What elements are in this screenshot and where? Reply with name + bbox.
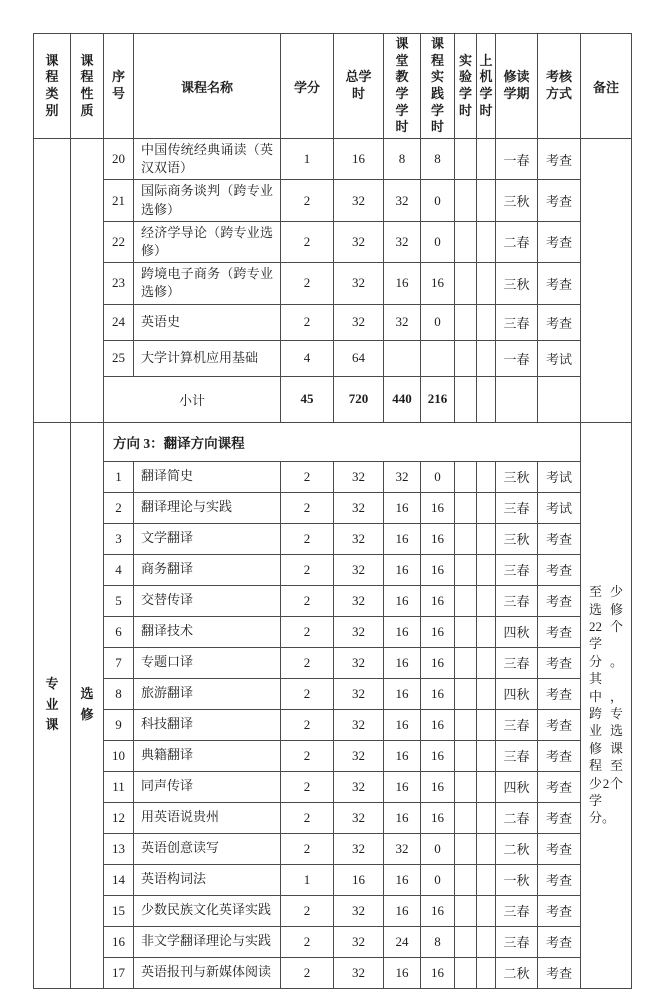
cell-course-name: 交替传译 xyxy=(134,585,281,616)
cell-computer-hours xyxy=(477,304,496,340)
cell-nature: 选修 xyxy=(71,422,104,988)
cell-semester: 三春 xyxy=(496,304,538,340)
cell-semester: 三秋 xyxy=(496,180,538,221)
cell-assessment: 考查 xyxy=(538,554,581,585)
cell-assessment: 考查 xyxy=(538,263,581,304)
cell-category xyxy=(34,139,71,423)
cell-total-hours: 32 xyxy=(334,647,384,678)
cell-course-name: 少数民族文化英译实践 xyxy=(134,895,281,926)
cell-credits: 2 xyxy=(281,263,334,304)
cell-computer-hours xyxy=(477,740,496,771)
cell-credits: 2 xyxy=(281,523,334,554)
course-row xyxy=(34,554,632,585)
cell-credits: 2 xyxy=(281,585,334,616)
cell-practice-hours: 16 xyxy=(421,616,455,647)
cell-semester: 三春 xyxy=(496,585,538,616)
cell-credits: 2 xyxy=(281,678,334,709)
cell-total-hours: 16 xyxy=(334,139,384,180)
cell-assessment: 考查 xyxy=(538,709,581,740)
cell-computer-hours xyxy=(477,263,496,304)
cell-total-hours: 32 xyxy=(334,492,384,523)
cell-lab-hours xyxy=(455,957,477,988)
subtotal-row xyxy=(34,376,632,422)
cell-total-hours: 32 xyxy=(334,304,384,340)
cell-course-name: 典籍翻译 xyxy=(134,740,281,771)
header-seq-no: 序号 xyxy=(104,34,134,139)
cell-total-hours: 32 xyxy=(334,221,384,262)
cell-classroom-hours: 32 xyxy=(384,304,421,340)
cell-lab-hours xyxy=(455,833,477,864)
header-course-name: 课程名称 xyxy=(134,34,281,139)
cell-group-title: 方向 3：翻译方向课程 xyxy=(104,422,581,461)
cell-classroom-hours: 24 xyxy=(384,926,421,957)
cell-credits: 2 xyxy=(281,895,334,926)
cell-subtotal-assessment xyxy=(538,376,581,422)
cell-semester: 二春 xyxy=(496,802,538,833)
group-title-row xyxy=(34,422,632,461)
cell-lab-hours xyxy=(455,221,477,262)
cell-semester: 三春 xyxy=(496,895,538,926)
cell-credits: 2 xyxy=(281,740,334,771)
cell-course-name: 翻译简史 xyxy=(134,461,281,492)
cell-lab-hours xyxy=(455,647,477,678)
course-row xyxy=(34,864,632,895)
cell-semester: 四秋 xyxy=(496,616,538,647)
cell-credits: 2 xyxy=(281,461,334,492)
cell-credits: 2 xyxy=(281,180,334,221)
course-row xyxy=(34,926,632,957)
cell-classroom-hours: 16 xyxy=(384,709,421,740)
cell-semester: 三春 xyxy=(496,709,538,740)
cell-subtotal-computer xyxy=(477,376,496,422)
cell-credits: 2 xyxy=(281,647,334,678)
cell-practice-hours: 16 xyxy=(421,523,455,554)
cell-semester: 一秋 xyxy=(496,864,538,895)
cell-course-name: 大学计算机应用基础 xyxy=(134,340,281,376)
cell-seq-no: 11 xyxy=(104,771,134,802)
cell-lab-hours xyxy=(455,709,477,740)
cell-total-hours: 32 xyxy=(334,585,384,616)
cell-lab-hours xyxy=(455,554,477,585)
cell-assessment: 考查 xyxy=(538,678,581,709)
cell-semester: 三秋 xyxy=(496,263,538,304)
cell-assessment: 考试 xyxy=(538,340,581,376)
cell-credits: 4 xyxy=(281,340,334,376)
cell-practice-hours: 0 xyxy=(421,304,455,340)
cell-subtotal-label: 小计 xyxy=(104,376,281,422)
cell-practice-hours: 0 xyxy=(421,461,455,492)
course-row xyxy=(34,678,632,709)
cell-classroom-hours: 16 xyxy=(384,554,421,585)
cell-lab-hours xyxy=(455,864,477,895)
cell-computer-hours xyxy=(477,180,496,221)
cell-computer-hours xyxy=(477,864,496,895)
cell-course-name: 经济学导论（跨专业选修） xyxy=(134,221,281,262)
cell-practice-hours: 16 xyxy=(421,802,455,833)
cell-semester: 二秋 xyxy=(496,833,538,864)
cell-course-name: 翻译理论与实践 xyxy=(134,492,281,523)
cell-lab-hours xyxy=(455,678,477,709)
cell-computer-hours xyxy=(477,340,496,376)
course-row xyxy=(34,304,632,340)
course-row xyxy=(34,139,632,180)
cell-course-name: 科技翻译 xyxy=(134,709,281,740)
cell-nature xyxy=(71,139,104,423)
cell-credits: 2 xyxy=(281,833,334,864)
cell-assessment: 考查 xyxy=(538,616,581,647)
cell-total-hours: 32 xyxy=(334,461,384,492)
cell-practice-hours: 16 xyxy=(421,957,455,988)
course-row xyxy=(34,895,632,926)
cell-total-hours: 32 xyxy=(334,678,384,709)
cell-total-hours: 32 xyxy=(334,616,384,647)
cell-course-name: 英语报刊与新媒体阅读 xyxy=(134,957,281,988)
cell-assessment: 考查 xyxy=(538,740,581,771)
cell-total-hours: 64 xyxy=(334,340,384,376)
cell-credits: 2 xyxy=(281,221,334,262)
cell-computer-hours xyxy=(477,833,496,864)
cell-total-hours: 32 xyxy=(334,263,384,304)
cell-computer-hours xyxy=(477,461,496,492)
cell-classroom-hours: 32 xyxy=(384,461,421,492)
cell-computer-hours xyxy=(477,139,496,180)
cell-computer-hours xyxy=(477,616,496,647)
cell-semester: 三春 xyxy=(496,492,538,523)
cell-credits: 1 xyxy=(281,139,334,180)
cell-computer-hours xyxy=(477,523,496,554)
section-direction-3 xyxy=(34,422,632,988)
header-course-category: 课程类别 xyxy=(34,34,71,139)
cell-lab-hours xyxy=(455,180,477,221)
cell-credits: 2 xyxy=(281,957,334,988)
cell-computer-hours xyxy=(477,802,496,833)
cell-total-hours: 32 xyxy=(334,957,384,988)
cell-subtotal-practice: 216 xyxy=(421,376,455,422)
cell-classroom-hours: 16 xyxy=(384,895,421,926)
cell-lab-hours xyxy=(455,802,477,833)
header-lab-hours: 实验学时 xyxy=(455,34,477,139)
cell-remarks: 至少选修22个学分。其中，跨专业选修课程至少2个学分。 xyxy=(581,422,632,988)
cell-total-hours: 32 xyxy=(334,180,384,221)
cell-seq-no: 23 xyxy=(104,263,134,304)
cell-credits: 1 xyxy=(281,864,334,895)
course-row xyxy=(34,957,632,988)
cell-practice-hours: 0 xyxy=(421,864,455,895)
header-classroom-hours: 课堂教学学时 xyxy=(384,34,421,139)
course-row xyxy=(34,802,632,833)
cell-seq-no: 10 xyxy=(104,740,134,771)
course-row xyxy=(34,616,632,647)
cell-classroom-hours: 32 xyxy=(384,833,421,864)
cell-course-name: 同声传译 xyxy=(134,771,281,802)
cell-subtotal-semester xyxy=(496,376,538,422)
header-assessment: 考核方式 xyxy=(538,34,581,139)
cell-credits: 2 xyxy=(281,926,334,957)
cell-classroom-hours: 16 xyxy=(384,263,421,304)
cell-semester: 三春 xyxy=(496,554,538,585)
cell-seq-no: 12 xyxy=(104,802,134,833)
cell-practice-hours: 0 xyxy=(421,180,455,221)
cell-remarks xyxy=(581,139,632,423)
cell-credits: 2 xyxy=(281,771,334,802)
cell-seq-no: 16 xyxy=(104,926,134,957)
cell-subtotal-lab xyxy=(455,376,477,422)
cell-lab-hours xyxy=(455,139,477,180)
cell-classroom-hours: 32 xyxy=(384,221,421,262)
cell-practice-hours: 16 xyxy=(421,263,455,304)
cell-lab-hours xyxy=(455,926,477,957)
cell-practice-hours: 16 xyxy=(421,647,455,678)
cell-computer-hours xyxy=(477,554,496,585)
cell-practice-hours: 16 xyxy=(421,492,455,523)
cell-semester: 二秋 xyxy=(496,957,538,988)
cell-seq-no: 7 xyxy=(104,647,134,678)
cell-lab-hours xyxy=(455,895,477,926)
cell-semester: 四秋 xyxy=(496,771,538,802)
cell-classroom-hours: 16 xyxy=(384,678,421,709)
curriculum-table xyxy=(33,33,632,989)
cell-classroom-hours: 16 xyxy=(384,585,421,616)
cell-seq-no: 13 xyxy=(104,833,134,864)
cell-course-name: 中国传统经典诵读（英汉双语） xyxy=(134,139,281,180)
cell-subtotal-credits: 45 xyxy=(281,376,334,422)
course-row xyxy=(34,340,632,376)
course-row xyxy=(34,221,632,262)
cell-computer-hours xyxy=(477,771,496,802)
course-row xyxy=(34,523,632,554)
cell-subtotal-classroom: 440 xyxy=(384,376,421,422)
cell-course-name: 英语创意读写 xyxy=(134,833,281,864)
cell-assessment: 考查 xyxy=(538,304,581,340)
course-row xyxy=(34,585,632,616)
cell-semester: 三秋 xyxy=(496,523,538,554)
cell-seq-no: 1 xyxy=(104,461,134,492)
course-row xyxy=(34,461,632,492)
cell-computer-hours xyxy=(477,647,496,678)
header-total-hours: 总学时 xyxy=(334,34,384,139)
table-header xyxy=(34,34,632,139)
cell-course-name: 旅游翻译 xyxy=(134,678,281,709)
cell-seq-no: 21 xyxy=(104,180,134,221)
cell-assessment: 考查 xyxy=(538,957,581,988)
cell-assessment: 考查 xyxy=(538,585,581,616)
cell-credits: 2 xyxy=(281,492,334,523)
cell-credits: 2 xyxy=(281,304,334,340)
cell-total-hours: 32 xyxy=(334,926,384,957)
cell-seq-no: 6 xyxy=(104,616,134,647)
cell-seq-no: 3 xyxy=(104,523,134,554)
cell-assessment: 考查 xyxy=(538,139,581,180)
course-row xyxy=(34,833,632,864)
course-row xyxy=(34,740,632,771)
cell-seq-no: 15 xyxy=(104,895,134,926)
cell-seq-no: 17 xyxy=(104,957,134,988)
cell-computer-hours xyxy=(477,709,496,740)
cell-course-name: 专题口译 xyxy=(134,647,281,678)
cell-practice-hours: 16 xyxy=(421,585,455,616)
cell-semester: 一春 xyxy=(496,139,538,180)
cell-classroom-hours: 16 xyxy=(384,647,421,678)
cell-course-name: 英语史 xyxy=(134,304,281,340)
cell-total-hours: 32 xyxy=(334,833,384,864)
header-semester: 修读学期 xyxy=(496,34,538,139)
cell-classroom-hours: 32 xyxy=(384,180,421,221)
cell-course-name: 翻译技术 xyxy=(134,616,281,647)
cell-course-name: 非文学翻译理论与实践 xyxy=(134,926,281,957)
cell-classroom-hours: 16 xyxy=(384,616,421,647)
cell-seq-no: 25 xyxy=(104,340,134,376)
cell-total-hours: 32 xyxy=(334,554,384,585)
cell-semester: 三春 xyxy=(496,926,538,957)
cell-course-name: 国际商务谈判（跨专业选修） xyxy=(134,180,281,221)
cell-practice-hours: 0 xyxy=(421,833,455,864)
cell-computer-hours xyxy=(477,895,496,926)
course-row xyxy=(34,647,632,678)
cell-total-hours: 32 xyxy=(334,740,384,771)
cell-classroom-hours: 16 xyxy=(384,802,421,833)
cell-course-name: 英语构词法 xyxy=(134,864,281,895)
cell-semester: 三春 xyxy=(496,740,538,771)
cell-total-hours: 32 xyxy=(334,709,384,740)
cell-total-hours: 32 xyxy=(334,895,384,926)
cell-course-name: 跨境电子商务（跨专业选修） xyxy=(134,263,281,304)
cell-assessment: 考查 xyxy=(538,864,581,895)
cell-classroom-hours: 16 xyxy=(384,740,421,771)
header-credits: 学分 xyxy=(281,34,334,139)
cell-practice-hours: 16 xyxy=(421,740,455,771)
cell-computer-hours xyxy=(477,585,496,616)
cell-classroom-hours: 16 xyxy=(384,771,421,802)
course-row xyxy=(34,709,632,740)
cell-semester: 三秋 xyxy=(496,461,538,492)
cell-category: 专业课 xyxy=(34,422,71,988)
header-computer-hours: 上机学时 xyxy=(477,34,496,139)
cell-practice-hours: 8 xyxy=(421,926,455,957)
cell-semester: 三春 xyxy=(496,647,538,678)
cell-semester: 四秋 xyxy=(496,678,538,709)
cell-assessment: 考试 xyxy=(538,492,581,523)
cell-credits: 2 xyxy=(281,802,334,833)
cell-credits: 2 xyxy=(281,554,334,585)
cell-seq-no: 22 xyxy=(104,221,134,262)
course-row xyxy=(34,771,632,802)
course-row xyxy=(34,263,632,304)
cell-seq-no: 14 xyxy=(104,864,134,895)
cell-practice-hours: 16 xyxy=(421,554,455,585)
cell-classroom-hours: 8 xyxy=(384,139,421,180)
header-remarks: 备注 xyxy=(581,34,632,139)
cell-lab-hours xyxy=(455,523,477,554)
cell-computer-hours xyxy=(477,221,496,262)
section-elective-list-1 xyxy=(34,139,632,423)
cell-classroom-hours xyxy=(384,340,421,376)
cell-seq-no: 4 xyxy=(104,554,134,585)
cell-practice-hours: 0 xyxy=(421,221,455,262)
cell-semester: 二春 xyxy=(496,221,538,262)
cell-assessment: 考查 xyxy=(538,771,581,802)
cell-assessment: 考试 xyxy=(538,461,581,492)
header-course-nature: 课程性质 xyxy=(71,34,104,139)
cell-seq-no: 20 xyxy=(104,139,134,180)
cell-practice-hours xyxy=(421,340,455,376)
cell-subtotal-total: 720 xyxy=(334,376,384,422)
cell-assessment: 考查 xyxy=(538,895,581,926)
cell-seq-no: 8 xyxy=(104,678,134,709)
course-row xyxy=(34,180,632,221)
cell-seq-no: 2 xyxy=(104,492,134,523)
cell-total-hours: 32 xyxy=(334,771,384,802)
cell-seq-no: 5 xyxy=(104,585,134,616)
cell-course-name: 文学翻译 xyxy=(134,523,281,554)
cell-assessment: 考查 xyxy=(538,221,581,262)
cell-credits: 2 xyxy=(281,616,334,647)
cell-practice-hours: 8 xyxy=(421,139,455,180)
cell-assessment: 考查 xyxy=(538,180,581,221)
cell-practice-hours: 16 xyxy=(421,771,455,802)
cell-total-hours: 32 xyxy=(334,802,384,833)
cell-lab-hours xyxy=(455,263,477,304)
cell-lab-hours xyxy=(455,304,477,340)
cell-practice-hours: 16 xyxy=(421,895,455,926)
cell-lab-hours xyxy=(455,616,477,647)
cell-assessment: 考查 xyxy=(538,802,581,833)
cell-classroom-hours: 16 xyxy=(384,864,421,895)
cell-lab-hours xyxy=(455,492,477,523)
course-row xyxy=(34,492,632,523)
cell-lab-hours xyxy=(455,461,477,492)
header-practice-hours: 课程实践学时 xyxy=(421,34,455,139)
cell-total-hours: 32 xyxy=(334,523,384,554)
cell-classroom-hours: 16 xyxy=(384,957,421,988)
cell-course-name: 商务翻译 xyxy=(134,554,281,585)
cell-lab-hours xyxy=(455,585,477,616)
cell-lab-hours xyxy=(455,340,477,376)
cell-computer-hours xyxy=(477,957,496,988)
cell-assessment: 考查 xyxy=(538,833,581,864)
cell-total-hours: 16 xyxy=(334,864,384,895)
cell-course-name: 用英语说贵州 xyxy=(134,802,281,833)
curriculum-page xyxy=(33,33,632,989)
cell-seq-no: 24 xyxy=(104,304,134,340)
cell-credits: 2 xyxy=(281,709,334,740)
cell-computer-hours xyxy=(477,492,496,523)
cell-lab-hours xyxy=(455,771,477,802)
cell-seq-no: 9 xyxy=(104,709,134,740)
cell-classroom-hours: 16 xyxy=(384,492,421,523)
cell-practice-hours: 16 xyxy=(421,709,455,740)
cell-semester: 一春 xyxy=(496,340,538,376)
cell-computer-hours xyxy=(477,678,496,709)
cell-lab-hours xyxy=(455,740,477,771)
cell-classroom-hours: 16 xyxy=(384,523,421,554)
cell-computer-hours xyxy=(477,926,496,957)
cell-assessment: 考查 xyxy=(538,926,581,957)
cell-assessment: 考查 xyxy=(538,647,581,678)
cell-assessment: 考查 xyxy=(538,523,581,554)
cell-practice-hours: 16 xyxy=(421,678,455,709)
